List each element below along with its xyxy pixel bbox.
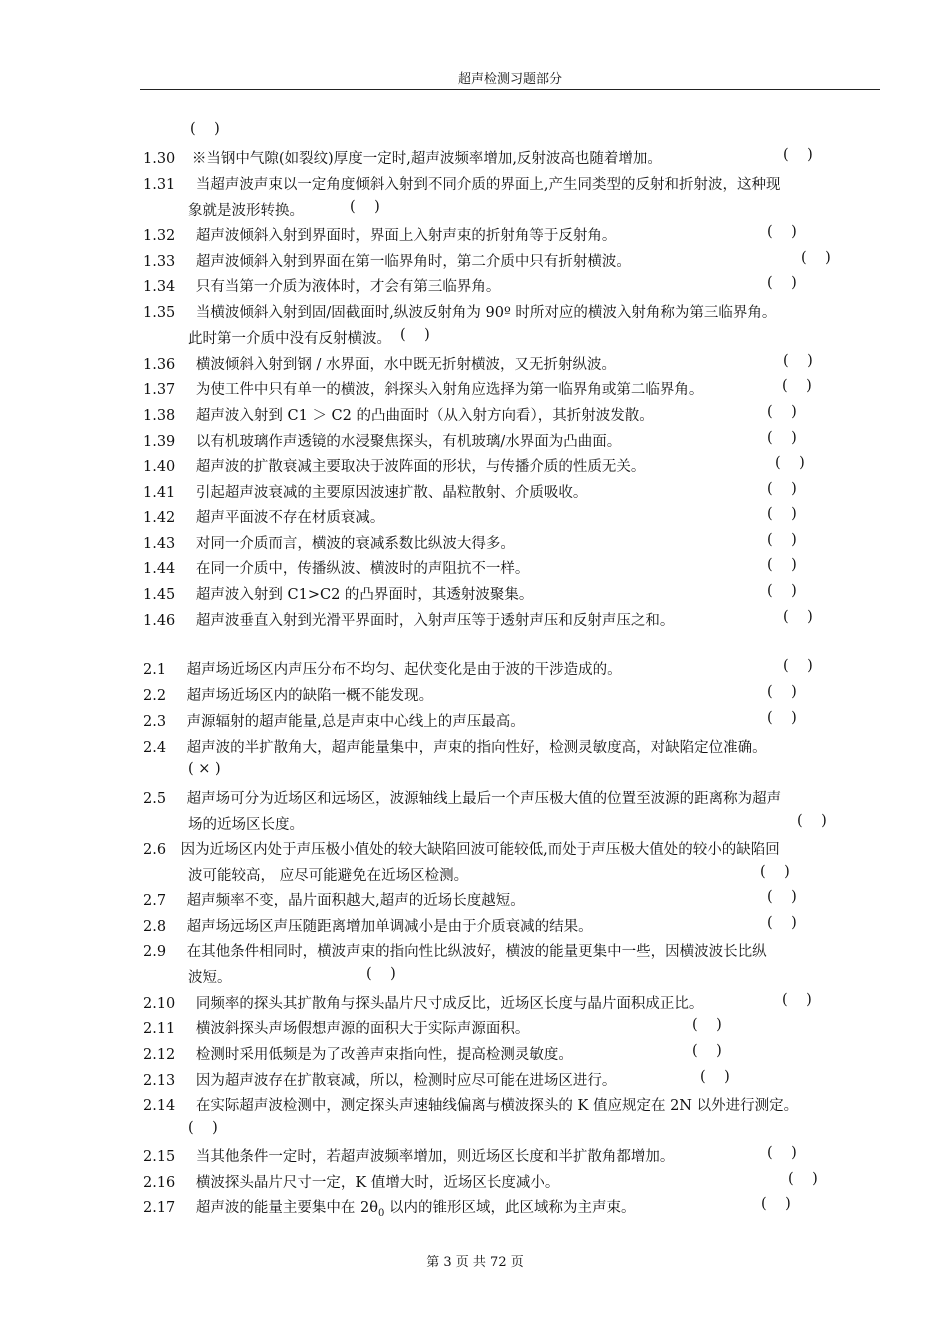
answer-blank: ( ) <box>788 1171 818 1187</box>
question-text-part: 以内的锥形区域，此区域称为主声束。 <box>384 1200 636 1216</box>
answer-blank: ( ) <box>782 992 812 1008</box>
answer-blank: ( ) <box>797 813 827 829</box>
answer-blank: ( ) <box>188 1120 218 1136</box>
question-number: 1.31 <box>143 177 176 193</box>
question-number: 2.16 <box>143 1175 176 1191</box>
answer-blank: ( ) <box>783 353 813 369</box>
question-2-12 <box>143 1043 883 1064</box>
question-number: 1.38 <box>143 408 176 424</box>
question-text: 超声波倾斜入射到界面在第一临界角时，第二介质中只有折射横波。 <box>195 254 631 270</box>
question-number: 1.42 <box>143 510 176 526</box>
question-number: 1.36 <box>143 357 176 373</box>
question-text: 对同一介质而言，横波的衰减系数比纵波大得多。 <box>195 536 515 552</box>
answer-blank: ( ) <box>190 121 220 137</box>
question-text-continued: 波短。 <box>188 970 232 986</box>
question-number: 1.44 <box>143 561 176 577</box>
answer-blank: ( ) <box>783 609 813 625</box>
answer-blank: ( ) <box>767 481 797 497</box>
question-text: 超声频率不变，晶片面积越大,超声的近场长度越短。 <box>186 893 525 909</box>
question-2-14 <box>143 1094 883 1115</box>
question-number: 2.13 <box>143 1073 176 1089</box>
answer-blank: ( ) <box>775 455 805 471</box>
question-text: 横波探头晶片尺寸一定，K 值增大时，近场区长度减小。 <box>195 1175 560 1191</box>
question-number: 2.1 <box>143 662 167 678</box>
question-number: 1.40 <box>143 459 176 475</box>
question-number: 2.7 <box>143 893 167 909</box>
question-text: 当超声波声束以一定角度倾斜入射到不同介质的界面上,产生同类型的反射和折射波，这种现 <box>195 177 781 193</box>
answer-blank: ( ) <box>692 1043 722 1059</box>
subscript: 0 <box>377 1207 385 1219</box>
answer-blank: ( × ) <box>188 761 221 777</box>
answer-blank: ( ) <box>366 966 396 982</box>
question-text: 在其他条件相同时，横波声束的指向性比纵波好，横波的能量更集中一些，因横波波长比纵 <box>186 944 767 960</box>
question-text: 超声波倾斜入射到界面时，界面上入射声束的折射角等于反射角。 <box>195 228 617 244</box>
question-number: 2.9 <box>143 944 167 960</box>
question-number: 2.2 <box>143 688 167 704</box>
question-text: 因为近场区内处于声压极小值处的较大缺陷回波可能较低,而处于声压极大值处的较小的缺陷回 <box>180 842 780 858</box>
question-number: 2.5 <box>143 791 167 807</box>
header-rule <box>140 89 880 90</box>
question-number: 2.12 <box>143 1047 176 1063</box>
question-number: 1.32 <box>143 228 176 244</box>
question-text-continued: 场的近场区长度。 <box>188 817 304 833</box>
answer-blank: ( ) <box>767 224 797 240</box>
question-text: 以有机玻璃作声透镜的水浸聚焦探头，有机玻璃/水界面为凸曲面。 <box>195 434 622 450</box>
answer-blank: ( ) <box>767 275 797 291</box>
question-text: 超声场近场区内声压分布不均匀、起伏变化是由于波的干涉造成的。 <box>186 662 622 678</box>
question-1-40 <box>143 455 883 476</box>
answer-blank: ( ) <box>767 684 797 700</box>
page-header: 超声检测习题部分 <box>457 72 562 87</box>
question-1-46 <box>143 609 883 630</box>
question-text: 当其他条件一定时，若超声波频率增加，则近场区长度和半扩散角都增加。 <box>195 1149 675 1165</box>
question-text: 超声场可分为近场区和远场区，波源轴线上最后一个声压极大值的位置至波源的距离称为超声 <box>186 791 782 807</box>
question-1-33 <box>143 250 883 271</box>
answer-blank: ( ) <box>767 889 797 905</box>
question-1-30 <box>143 147 883 168</box>
question-number: 1.39 <box>143 434 176 450</box>
question-text-continued: 象就是波形转换。 <box>188 203 304 219</box>
question-number: 1.33 <box>143 254 176 270</box>
question-1-36 <box>143 353 883 374</box>
question-2-9 <box>143 940 883 961</box>
answer-blank: ( ) <box>761 1196 791 1212</box>
question-2-4 <box>143 736 883 757</box>
answer-blank: ( ) <box>767 557 797 573</box>
question-number: 2.15 <box>143 1149 176 1165</box>
question-text: 因为超声波存在扩散衰减，所以，检测时应尽可能在进场区进行。 <box>195 1073 617 1089</box>
question-number: 1.46 <box>143 613 176 629</box>
answer-blank: ( ) <box>783 658 813 674</box>
answer-blank: ( ) <box>801 250 831 266</box>
question-text: 为使工件中只有单一的横波，斜探头入射角应选择为第一临界角或第二临界角。 <box>195 382 704 398</box>
question-text-continued: 此时第一介质中没有反射横波。 <box>188 331 391 347</box>
question-text-continued: 波可能较高， 应尽可能避免在近场区检测。 <box>188 868 469 884</box>
question-text: 同频率的探头其扩散角与探头晶片尺寸成反比，近场区长度与晶片面积成正比。 <box>195 996 704 1012</box>
question-text: 超声波入射到 C1 ＞ C2 的凸曲面时（从入射方向看），其折射波发散。 <box>195 408 654 424</box>
answer-blank: ( ) <box>782 378 812 394</box>
question-text: 超声波垂直入射到光滑平界面时，入射声压等于透射声压和反射声压之和。 <box>195 613 675 629</box>
question-2-11 <box>143 1017 883 1038</box>
question-text: 超声波的半扩散角大，超声能量集中，声束的指向性好，检测灵敏度高，对缺陷定位准确。 <box>186 740 767 756</box>
answer-blank: ( ) <box>767 1145 797 1161</box>
answer-blank: ( ) <box>767 506 797 522</box>
answer-blank: ( ) <box>767 404 797 420</box>
question-text-part: 超声波的能量主要集中在 2θ <box>195 1200 378 1216</box>
question-number: 1.35 <box>143 305 176 321</box>
question-2-6 <box>143 838 883 859</box>
question-2-16 <box>143 1171 883 1192</box>
question-number: 2.4 <box>143 740 167 756</box>
question-2-10 <box>143 992 883 1013</box>
question-text: 引起超声波衰减的主要原因波速扩散、晶粒散射、介质吸收。 <box>195 485 588 501</box>
question-text: 横波倾斜入射到钢 / 水界面，水中既无折射横波，又无折射纵波。 <box>195 357 617 373</box>
question-number: 1.43 <box>143 536 176 552</box>
answer-blank: ( ) <box>700 1069 730 1085</box>
question-1-35 <box>143 301 883 322</box>
question-number: 1.41 <box>143 485 176 501</box>
question-text: 超声波的扩散衰减主要取决于波阵面的形状，与传播介质的性质无关。 <box>195 459 646 475</box>
question-text: 超声场远场区声压随距离增加单调减小是由于介质衰减的结果。 <box>186 919 593 935</box>
question-number: 1.37 <box>143 382 176 398</box>
question-text: 在同一介质中，传播纵波、横波时的声阻抗不一样。 <box>195 561 530 577</box>
question-text: 超声波入射到 C1>C2 的凸界面时，其透射波聚集。 <box>195 587 534 603</box>
question-number: 1.30 <box>143 151 176 167</box>
answer-blank: ( ) <box>760 864 790 880</box>
question-number: 2.8 <box>143 919 167 935</box>
question-number: 2.3 <box>143 714 167 730</box>
question-number: 2.10 <box>143 996 176 1012</box>
answer-blank: ( ) <box>400 327 430 343</box>
answer-blank: ( ) <box>767 915 797 931</box>
question-2-1 <box>143 658 883 679</box>
question-number: 2.14 <box>143 1098 176 1114</box>
question-number: 2.6 <box>143 842 167 858</box>
question-2-5 <box>143 787 883 808</box>
question-text: 横波斜探头声场假想声源的面积大于实际声源面积。 <box>195 1021 530 1037</box>
answer-blank: ( ) <box>350 199 380 215</box>
question-text: 在实际超声波检测中，测定探头声速轴线偏离与横波探头的 K 值应规定在 2N 以外进行测定。 <box>195 1098 799 1114</box>
answer-blank: ( ) <box>767 532 797 548</box>
answer-blank: ( ) <box>692 1017 722 1033</box>
answer-blank: ( ) <box>767 583 797 599</box>
question-1-31 <box>143 173 883 194</box>
page-footer: 第 3 页 共 72 页 <box>426 1255 524 1270</box>
question-number: 2.11 <box>143 1021 176 1037</box>
question-text: ※当钢中气隙(如裂纹)厚度一定时,超声波频率增加,反射波高也随着增加。 <box>191 151 662 167</box>
question-text: 声源辐射的超声能量,总是声束中心线上的声压最高。 <box>186 714 525 730</box>
question-number: 1.34 <box>143 279 176 295</box>
question-text: 只有当第一介质为液体时，才会有第三临界角。 <box>195 279 501 295</box>
answer-blank: ( ) <box>783 147 813 163</box>
question-text: 超声平面波不存在材质衰减。 <box>195 510 385 526</box>
question-2-13 <box>143 1069 883 1090</box>
question-text: 当横波倾斜入射到固/固截面时,纵波反射角为 90º 时所对应的横波入射角称为第三临界角。 <box>195 305 777 321</box>
answer-blank: ( ) <box>767 710 797 726</box>
question-number: 2.17 <box>143 1200 176 1216</box>
question-number: 1.45 <box>143 587 176 603</box>
question-text: 超声场近场区内的缺陷一概不能发现。 <box>186 688 434 704</box>
question-1-37 <box>143 378 883 399</box>
question-text <box>195 1200 636 1219</box>
question-text: 检测时采用低频是为了改善声束指向性，提高检测灵敏度。 <box>195 1047 573 1063</box>
answer-blank: ( ) <box>767 430 797 446</box>
